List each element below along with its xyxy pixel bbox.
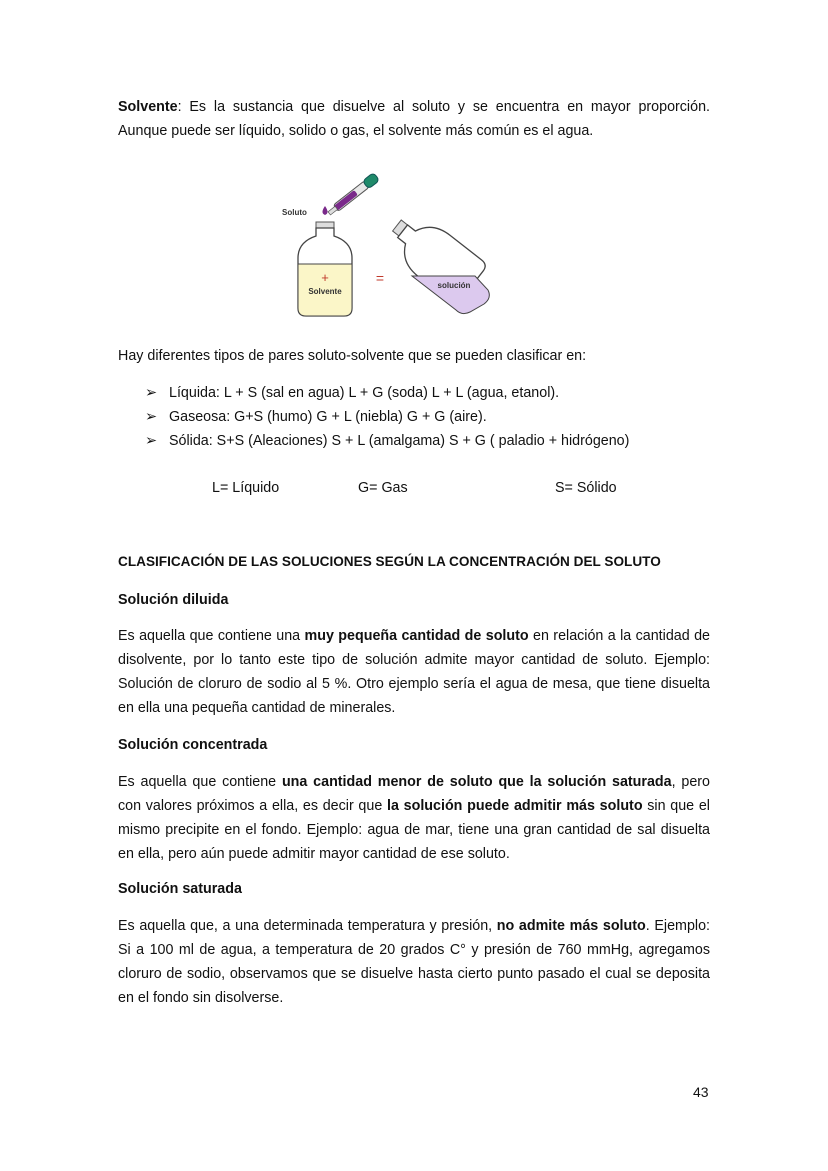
term: Solvente (118, 99, 178, 115)
bold-text: una cantidad menor de soluto que la solución saturada (281, 774, 672, 790)
list-item (145, 405, 705, 429)
list-item-text: Líquida: L + S (sal en agua) L + G (soda) L + L (agua, etanol). (169, 385, 560, 401)
bold-text: la solución puede admitir más soluto (387, 798, 643, 814)
soluto-label: Soluto (282, 208, 307, 217)
equals-sign: = (375, 270, 385, 286)
subsection-title: Solución saturada (118, 881, 242, 897)
text: . Ejemplo: Si a 100 ml de agua, a temperatura de 20 grados C° y presión de 760 mmHg, agregamos cloruro de sodio, observamos que se disuelve hasta cierto punto pasado el cual se deposita en el fondo sin disolverse. (118, 918, 711, 1006)
arrow-bullet-icon: ➢ (145, 433, 157, 449)
list-item (145, 429, 705, 453)
subsection-paragraph (118, 770, 710, 866)
text: sin que el mismo precipite en el fondo. Ejemplo: agua de mar, tiene una gran cantidad de sal disuelta en ella, pero aún puede admitir mayor cantidad de ese soluto. (118, 798, 710, 862)
legend-solido: S= Sólido (555, 480, 617, 496)
subsection-title: Solución concentrada (118, 737, 268, 753)
text: en relación a la cantidad de disolvente, por lo tanto este tipo de solución admite mayor cantidad de soluto. Ejemplo: Solución de cloruro de sodio al 5 %. Otro ejemplo sería el agua de mesa, que tiene disuelta en ella una pequeña cantidad de minerales. (118, 628, 710, 716)
arrow-bullet-icon: ➢ (145, 409, 157, 425)
legend-liquido: L= Líquido (212, 480, 280, 496)
section-heading: CLASIFICACIÓN DE LAS SOLUCIONES SEGÚN LA CONCENTRACIÓN DEL SOLUTO (118, 554, 661, 569)
solvente-label: Solvente (308, 287, 342, 296)
solvente-paragraph (118, 95, 710, 143)
page-number: 43 (693, 1084, 709, 1100)
legend (118, 476, 710, 500)
arrow-bullet-icon: ➢ (145, 385, 157, 401)
solute-solvent-illustration (272, 162, 498, 324)
list-item-text: Sólida: S+S (Aleaciones) S + L (amalgama) S + G ( paladio + hidrógeno) (169, 433, 630, 449)
list-item-text: Gaseosa: G+S (humo) G + L (niebla) G + G (aire). (169, 409, 487, 425)
bold-text: muy pequeña cantidad de soluto (304, 628, 529, 644)
definition-text: : Es la sustancia que disuelve al soluto y se encuentra en mayor proporción. Aunque puede ser líquido, solido o gas, el solvente más común es el agua. (118, 99, 710, 139)
text: Es aquella que contiene una (118, 628, 305, 644)
subsection-paragraph (118, 624, 710, 720)
legend-gas: G= Gas (358, 480, 408, 496)
solucion-label: solución (437, 281, 471, 290)
subsection-title: Solución diluida (118, 592, 229, 608)
text: Es aquella que, a una determinada temperatura y presión, (118, 918, 497, 934)
plus-sign: + (321, 270, 329, 285)
list-item (145, 381, 705, 405)
text: , pero con valores próximos a ella, es decir que (118, 774, 710, 814)
intro-text: Hay diferentes tipos de pares soluto-solvente que se pueden clasificar en: (118, 348, 587, 364)
text: Es aquella que contiene (118, 774, 282, 790)
subsection-paragraph (118, 914, 710, 1010)
bullet-list (145, 381, 705, 453)
bold-text: no admite más soluto (496, 918, 646, 934)
